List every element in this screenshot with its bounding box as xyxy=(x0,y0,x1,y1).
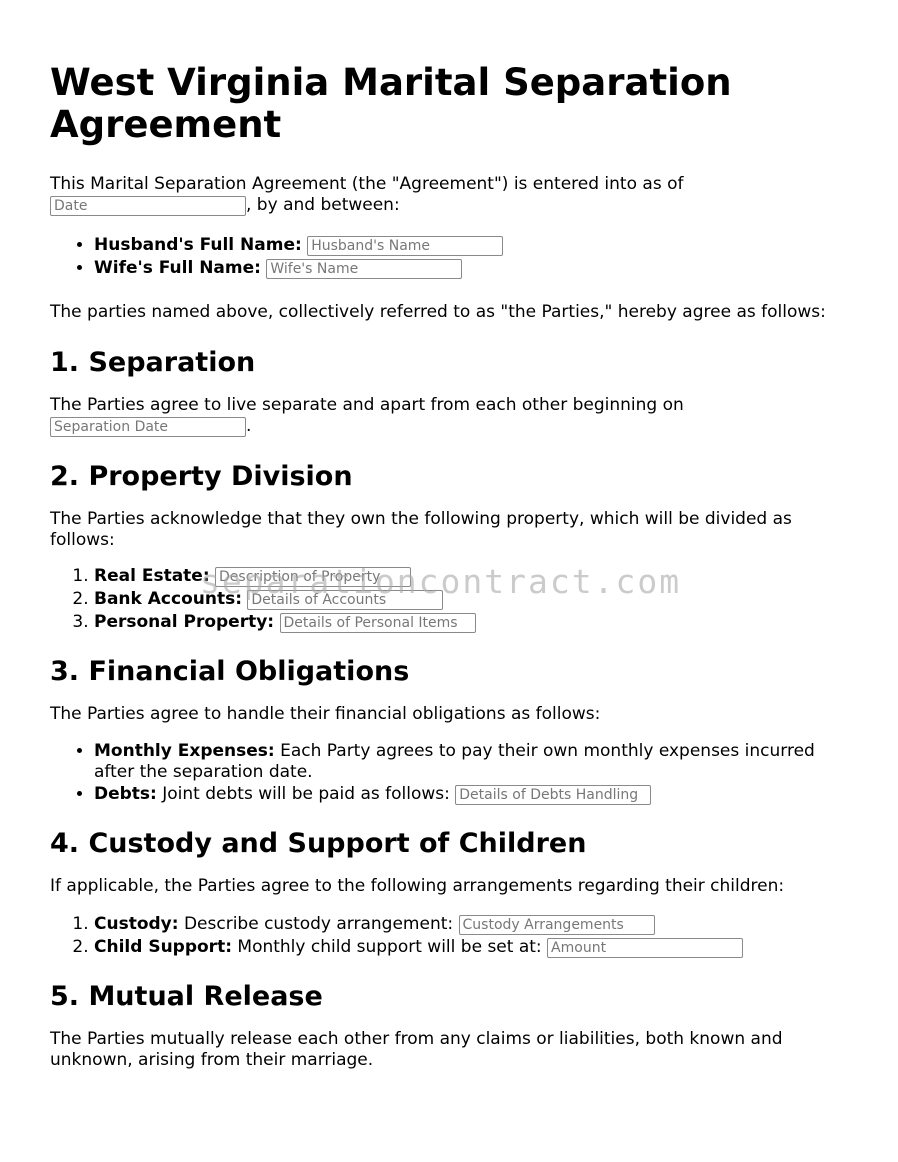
section-heading-property: 2. Property Division xyxy=(50,461,353,492)
personal-property-input[interactable] xyxy=(280,613,476,633)
agreement-date-input[interactable] xyxy=(50,196,246,216)
list-item xyxy=(94,741,850,783)
custody-text: If applicable, the Parties agree to the following arrangements regarding their children: xyxy=(50,876,785,896)
bank-accounts-label: Bank Accounts: xyxy=(94,589,242,609)
wife-name-input[interactable] xyxy=(266,259,462,279)
custody-description: Describe custody arrangement: xyxy=(178,914,459,934)
list-item xyxy=(94,257,850,280)
wife-name-label: Wife's Full Name: xyxy=(94,258,261,278)
husband-name-input[interactable] xyxy=(307,236,503,256)
custody-label: Custody: xyxy=(94,914,179,934)
page-title: West Virginia Marital Separation Agreement xyxy=(50,61,732,146)
custody-list xyxy=(50,913,850,959)
separation-paragraph xyxy=(50,395,850,437)
list-item xyxy=(94,936,850,959)
property-text: The Parties acknowledge that they own the following property, which will be divided as follows: xyxy=(50,509,792,550)
child-support-label: Child Support: xyxy=(94,937,232,957)
section-heading-release: 5. Mutual Release xyxy=(50,981,323,1012)
debts-handling-input[interactable] xyxy=(455,785,651,805)
list-item xyxy=(94,234,850,257)
intro-text-after: , by and between: xyxy=(246,195,400,215)
list-item xyxy=(94,611,850,634)
custody-arrangements-input[interactable] xyxy=(459,915,655,935)
separation-period: . xyxy=(246,416,252,436)
financial-text: The Parties agree to handle their financial obligations as follows: xyxy=(50,704,601,724)
debts-label: Debts: xyxy=(94,784,157,804)
watermark: separationcontract.com xyxy=(200,562,682,601)
list-item xyxy=(94,783,850,806)
section-heading-financial: 3. Financial Obligations xyxy=(50,656,410,687)
section-heading-custody: 4. Custody and Support of Children xyxy=(50,828,587,859)
section-heading-separation: 1. Separation xyxy=(50,347,256,378)
financial-list xyxy=(50,741,850,806)
child-support-description: Monthly child support will be set at: xyxy=(232,937,548,957)
release-text: The Parties mutually release each other from any claims or liabilities, both known and unknown, arising from their marriage. xyxy=(50,1029,783,1070)
parties-statement: The parties named above, collectively referred to as "the Parties," hereby agree as follows: xyxy=(50,302,826,322)
list-item xyxy=(94,913,850,936)
parties-list xyxy=(50,234,850,280)
personal-property-label: Personal Property: xyxy=(94,612,275,632)
debts-text: Joint debts will be paid as follows: xyxy=(156,784,456,804)
intro-text: This Marital Separation Agreement (the "Agreement") is entered into as of xyxy=(50,174,684,194)
child-support-amount-input[interactable] xyxy=(547,938,743,958)
separation-text: The Parties agree to live separate and apart from each other beginning on xyxy=(50,395,684,415)
monthly-expenses-label: Monthly Expenses: xyxy=(94,741,275,761)
real-estate-label: Real Estate: xyxy=(94,566,210,586)
separation-date-input[interactable] xyxy=(50,417,246,437)
monthly-expenses-text: Each Party agrees to pay their own monthly expenses incurred after the separation date. xyxy=(94,741,815,782)
husband-name-label: Husband's Full Name: xyxy=(94,235,302,255)
intro-paragraph xyxy=(50,174,850,216)
